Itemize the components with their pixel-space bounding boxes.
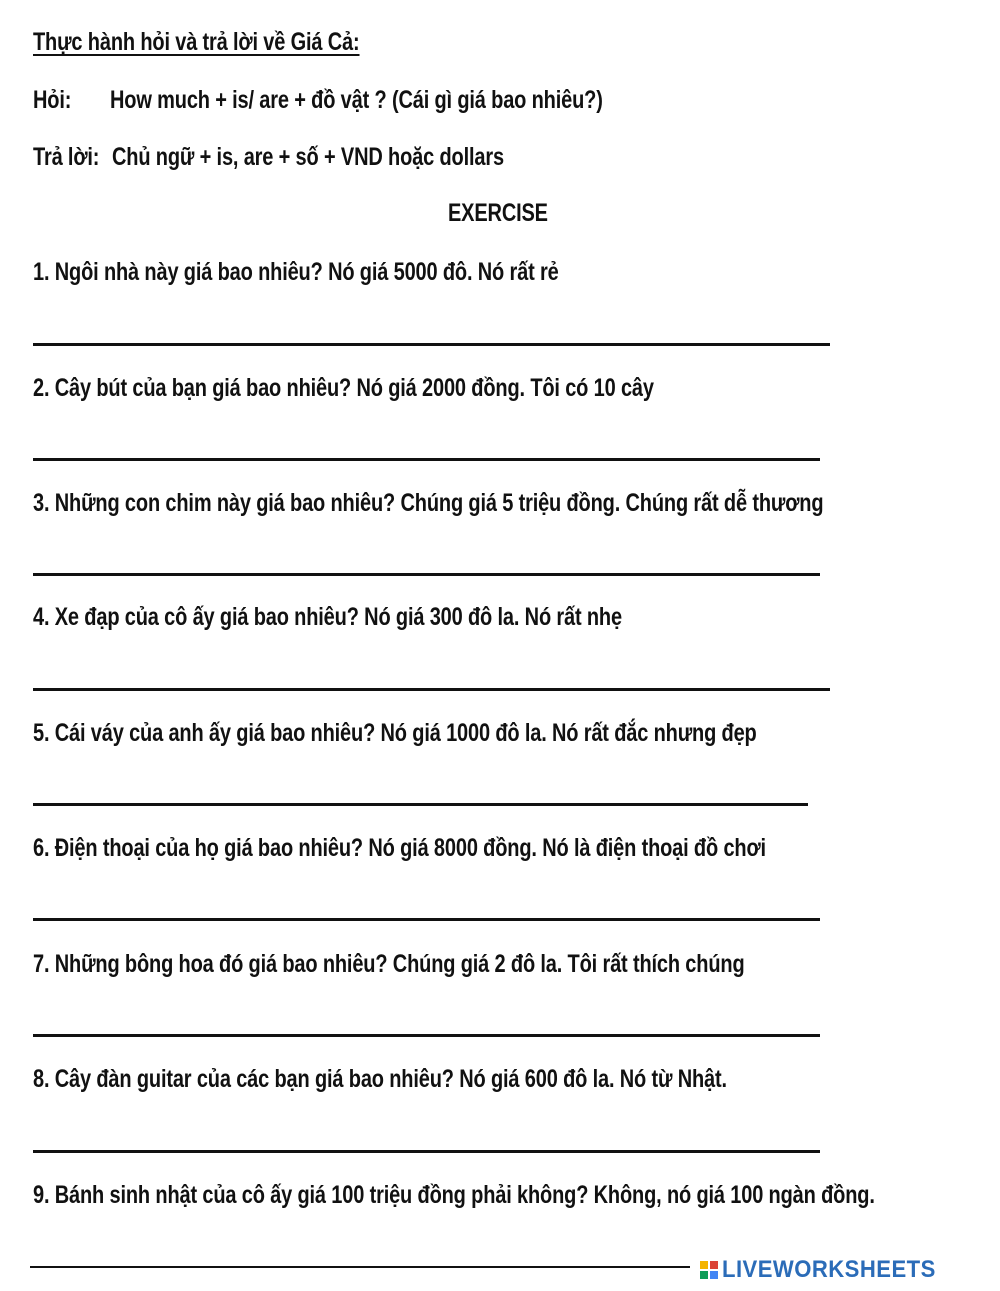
answer-input-2[interactable]: [33, 458, 820, 461]
liveworksheets-logo: [700, 1256, 954, 1284]
question-label: Hỏi:: [33, 86, 72, 114]
exercise-question-6: 6. Điện thoại của họ giá bao nhiêu? Nó giá 8000 đồng. Nó là điện thoại đồ chơi: [33, 834, 766, 862]
answer-input-5[interactable]: [33, 803, 808, 806]
answer-input-7[interactable]: [33, 1034, 820, 1037]
answer-input-6[interactable]: [33, 918, 820, 921]
page-title: Thực hành hỏi và trả lời về Giá Cả:: [33, 28, 360, 56]
logo-text: LIVEWORKSHEETS: [722, 1256, 936, 1283]
exercise-question-1: 1. Ngôi nhà này giá bao nhiêu? Nó giá 5000 đô. Nó rất rẻ: [33, 258, 559, 286]
exercise-question-4: 4. Xe đạp của cô ấy giá bao nhiêu? Nó giá 300 đô la. Nó rất nhẹ: [33, 603, 622, 631]
exercise-question-2: 2. Cây bút của bạn giá bao nhiêu? Nó giá 2000 đồng. Tôi có 10 cây: [33, 374, 654, 402]
exercise-question-7: 7. Những bông hoa đó giá bao nhiêu? Chúng giá 2 đô la. Tôi rất thích chúng: [33, 950, 745, 978]
exercise-question-3: 3. Những con chim này giá bao nhiêu? Chúng giá 5 triệu đồng. Chúng rất dễ thương: [33, 489, 824, 517]
answer-label: Trả lời:: [33, 143, 100, 171]
answer-input-3[interactable]: [33, 573, 820, 576]
exercise-heading: EXERCISE: [448, 199, 548, 227]
exercise-question-8: 8. Cây đàn guitar của các bạn giá bao nhiêu? Nó giá 600 đô la. Nó từ Nhật.: [33, 1065, 727, 1093]
answer-input-1[interactable]: [33, 343, 830, 346]
answer-input-8[interactable]: [33, 1150, 820, 1153]
exercise-question-9: 9. Bánh sinh nhật của cô ấy giá 100 triệu đồng phải không? Không, nó giá 100 ngàn đồng.: [33, 1181, 875, 1209]
answer-pattern: Chủ ngữ + is, are + số + VND hoặc dollars: [112, 143, 504, 171]
liveworksheets-logo-icon: [700, 1261, 718, 1279]
answer-input-4[interactable]: [33, 688, 830, 691]
question-pattern: How much + is/ are + đồ vật ? (Cái gì giá bao nhiêu?): [110, 86, 603, 114]
footer-divider: [30, 1266, 690, 1268]
exercise-question-5: 5. Cái váy của anh ấy giá bao nhiêu? Nó giá 1000 đô la. Nó rất đắc nhưng đẹp: [33, 719, 757, 747]
